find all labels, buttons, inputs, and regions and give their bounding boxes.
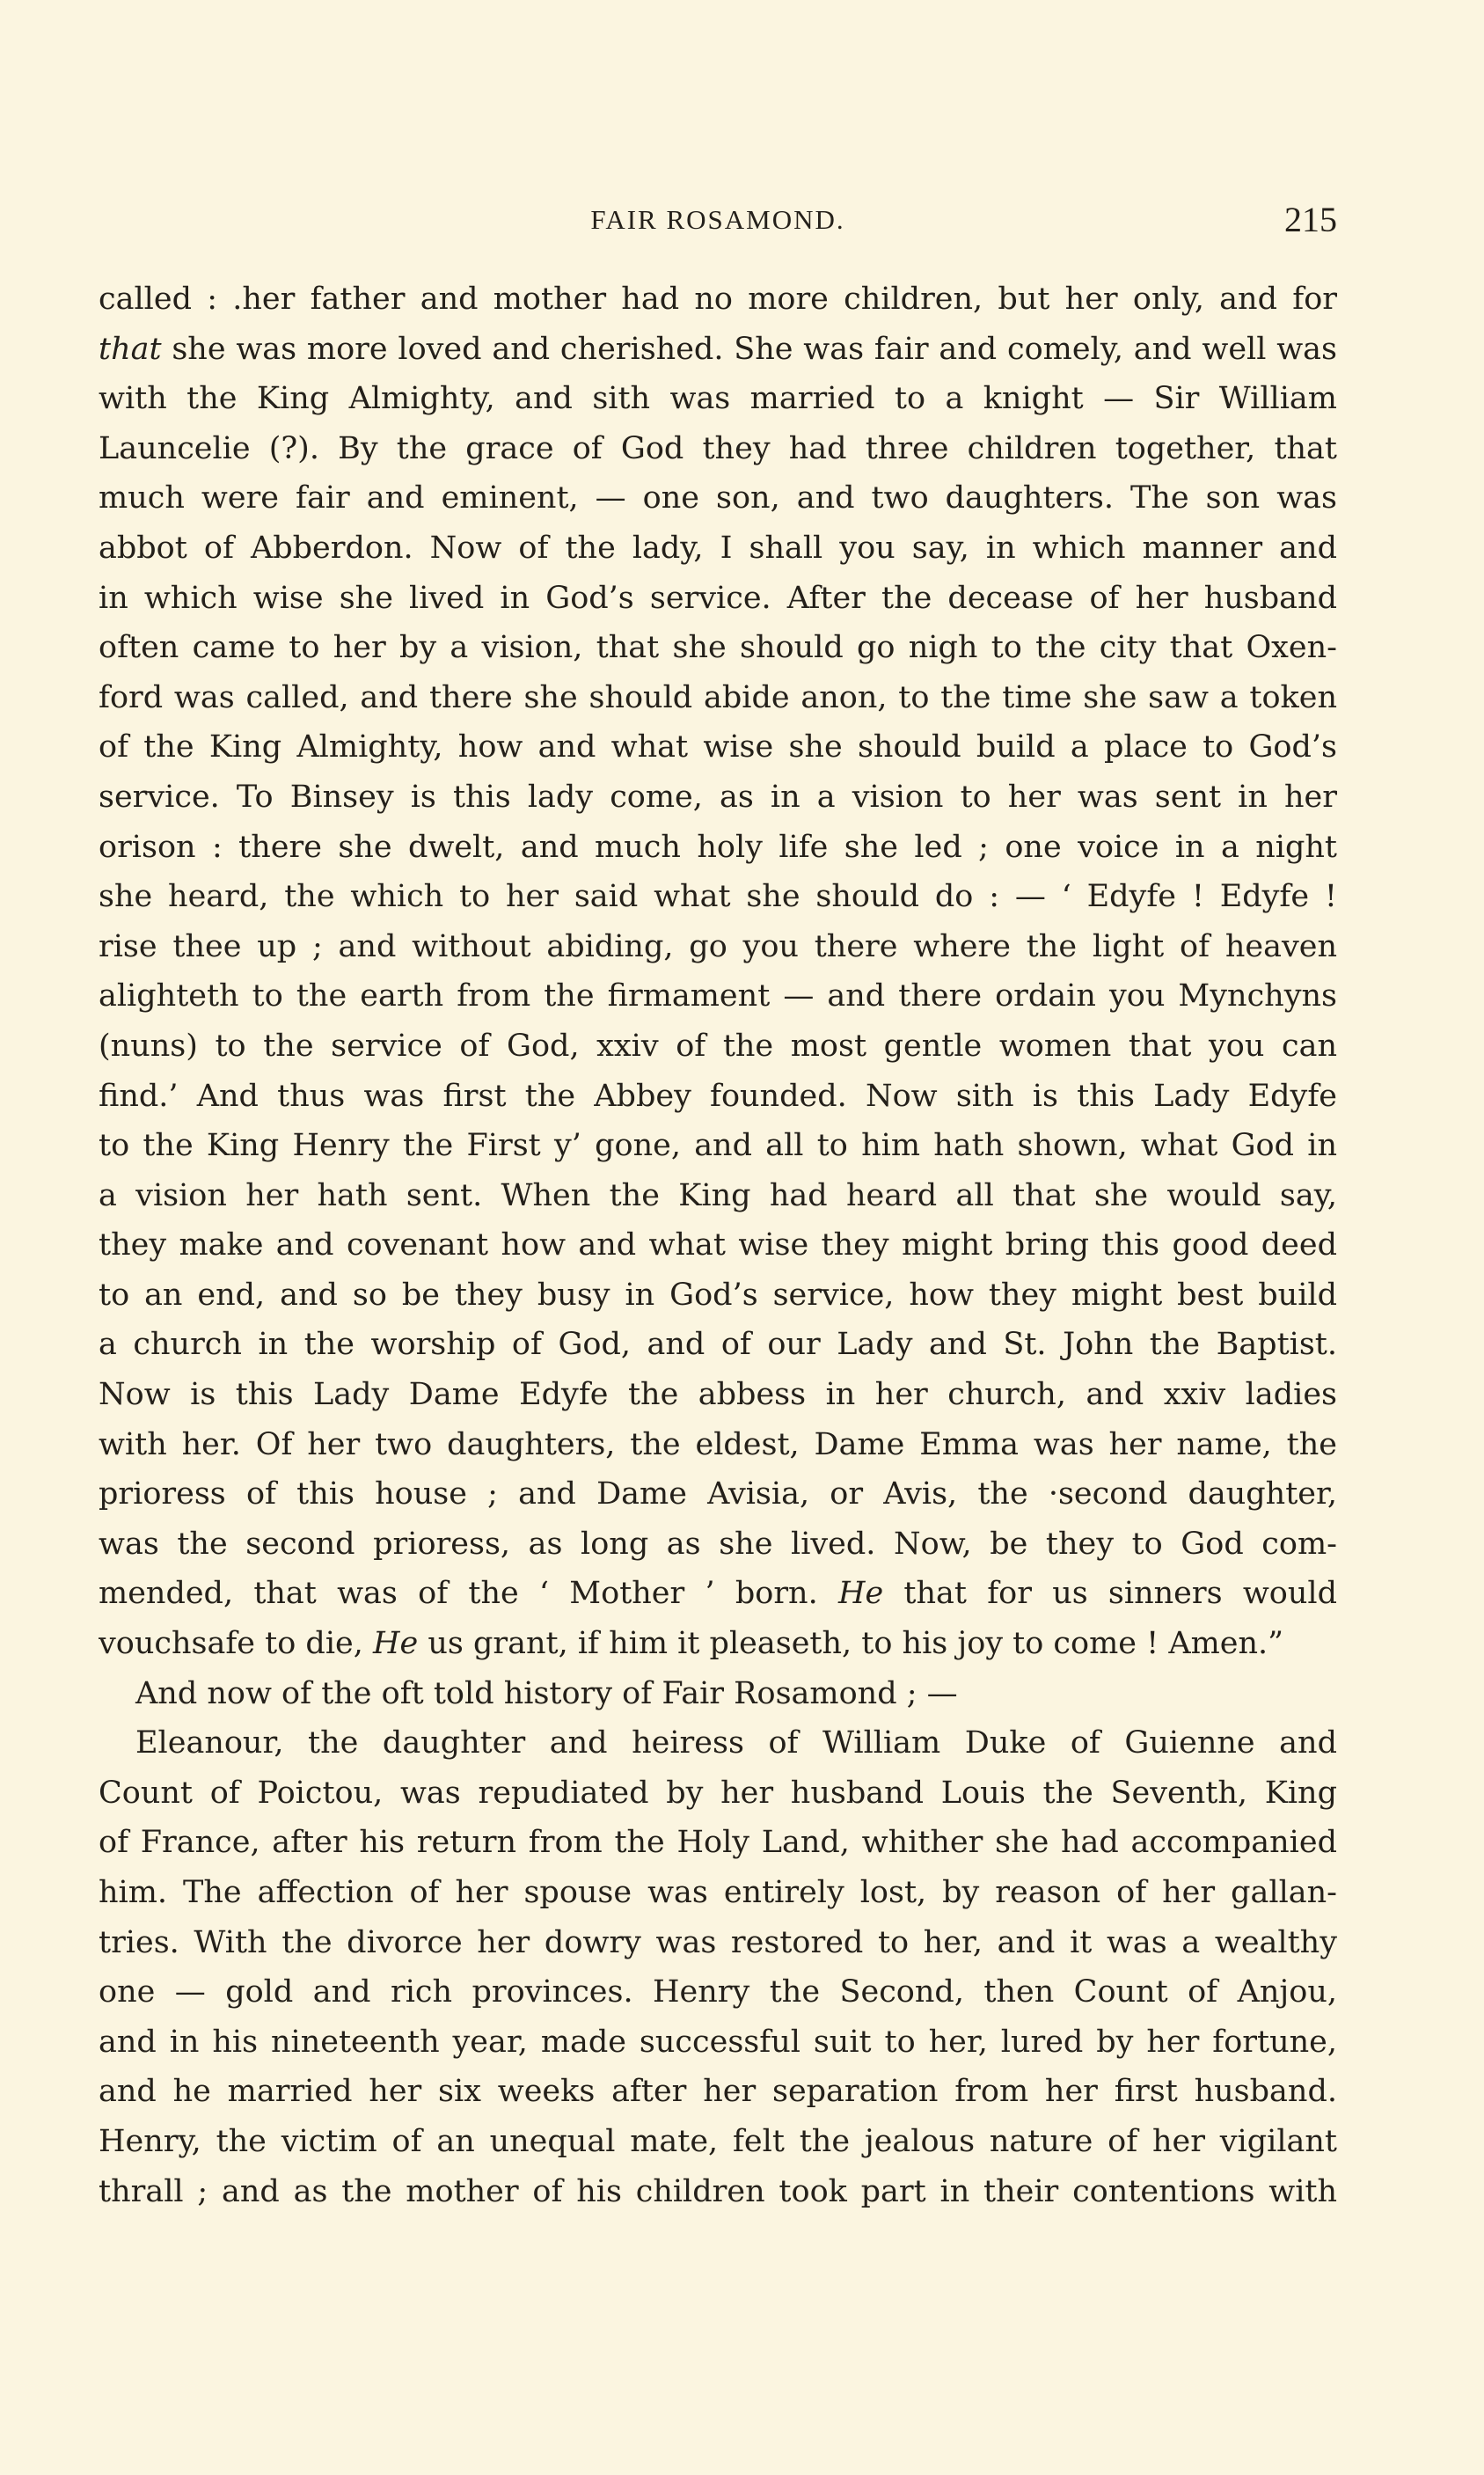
running-title: FAIR ROSAMOND. [590,204,845,235]
text-line: much were fair and eminent, — one son, and two daughters. The son was [99,480,1337,516]
text-line: a church in the worship of God, and of our Lady and St. John the Baptist. [99,1327,1337,1363]
text-line: a vision her hath sent. When the King had heard all that she would say, [99,1177,1337,1213]
text-line: she heard, the which to her said what she should do : — ‘ Edyfe ! Edyfe ! [99,879,1337,915]
text-line: (nuns) to the service of God, xxiv of the most gentle women that you can [99,1028,1337,1064]
text-line: with her. Of her two daughters, the eldest, Dame Emma was her name, the [99,1426,1337,1462]
text-line: Henry, the victim of an unequal mate, felt the jealous nature of her vigilant [99,2123,1337,2159]
text-line: Count of Poictou, was repudiated by her husband Louis the Seventh, King [99,1775,1337,1811]
text-line: abbot of Abberdon. Now of the lady, I shall you say, in which manner and [99,530,1337,566]
body-text [99,275,1337,2216]
text-line: to the King Henry the First y’ gone, and all to him hath shown, what God in [99,1128,1337,1164]
text-line: rise thee up ; and without abiding, go you there where the light of heaven [99,928,1337,964]
text-line: thrall ; and as the mother of his children took part in their contentions with [99,2173,1337,2209]
text-line: one — gold and rich provinces. Henry the Second, then Count of Anjou, [99,1974,1337,2010]
text-line: him. The affection of her spouse was entirely lost, by reason of her gallan- [99,1875,1337,1910]
page-number: 215 [1284,200,1337,239]
text-line: called : .her father and mother had no more children, but her only, and for [99,282,1337,317]
text-line: and in his nineteenth year, made successful suit to her, lured by her fortune, [99,2024,1337,2060]
text-line: mended, that was of the ‘ Mother ’ born. He that for us sinners would [99,1576,1337,1612]
text-line: vouchsafe to die, He us grant, if him it pleaseth, to his joy to come ! Amen.” [99,1626,1284,1662]
text-line: find.’ And thus was first the Abbey founded. Now sith is this Lady Edyfe [99,1078,1337,1114]
text-line: of the King Almighty, how and what wise she should build a place to God’s [99,729,1337,765]
text-line: ford was called, and there she should abide anon, to the time she saw a token [99,679,1337,715]
text-line: alighteth to the earth from the firmament — and there ordain you Mynchyns [99,978,1337,1014]
text-line: of France, after his return from the Holy Land, whither she had accompanied [99,1825,1337,1861]
text-line: Now is this Lady Dame Edyfe the abbess in her church, and xxiv ladies [99,1377,1337,1413]
text-line: they make and covenant how and what wise they might bring this good deed [99,1227,1337,1263]
text-line: and he married her six weeks after her separation from her first husband. [99,2074,1337,2110]
text-line: prioress of this house ; and Dame Avisia, or Avis, the ·second daughter, [99,1476,1337,1512]
text-line: Eleanour, the daughter and heiress of William Duke of Guienne and [135,1725,1337,1761]
text-line: to an end, and so be they busy in God’s service, how they might best build [99,1277,1337,1313]
text-line: in which wise she lived in God’s service. After the decease of her husband [99,580,1337,616]
text-line: was the second prioress, as long as she lived. Now, be they to God com- [99,1526,1337,1562]
emphasis: He [837,1576,884,1612]
text-line: with the King Almighty, and sith was married to a knight — Sir William [99,381,1337,417]
text-line: tries. With the divorce her dowry was restored to her, and it was a wealthy [99,1924,1337,1960]
emphasis: He [372,1626,419,1662]
running-head [99,199,1337,243]
text-line: And now of the oft told history of Fair Rosamond ; — [135,1675,958,1711]
text-line: often came to her by a vision, that she should go nigh to the city that Oxen- [99,630,1337,666]
text-line: Launcelie (?). By the grace of God they had three children together, that [99,430,1337,466]
emphasis: that [99,331,162,367]
text-line: orison : there she dwelt, and much holy life she led ; one voice in a night [99,829,1337,865]
text-line: that she was more loved and cherished. She was fair and comely, and well was [99,331,1337,367]
text-line: service. To Binsey is this lady come, as in a vision to her was sent in her [99,779,1337,815]
